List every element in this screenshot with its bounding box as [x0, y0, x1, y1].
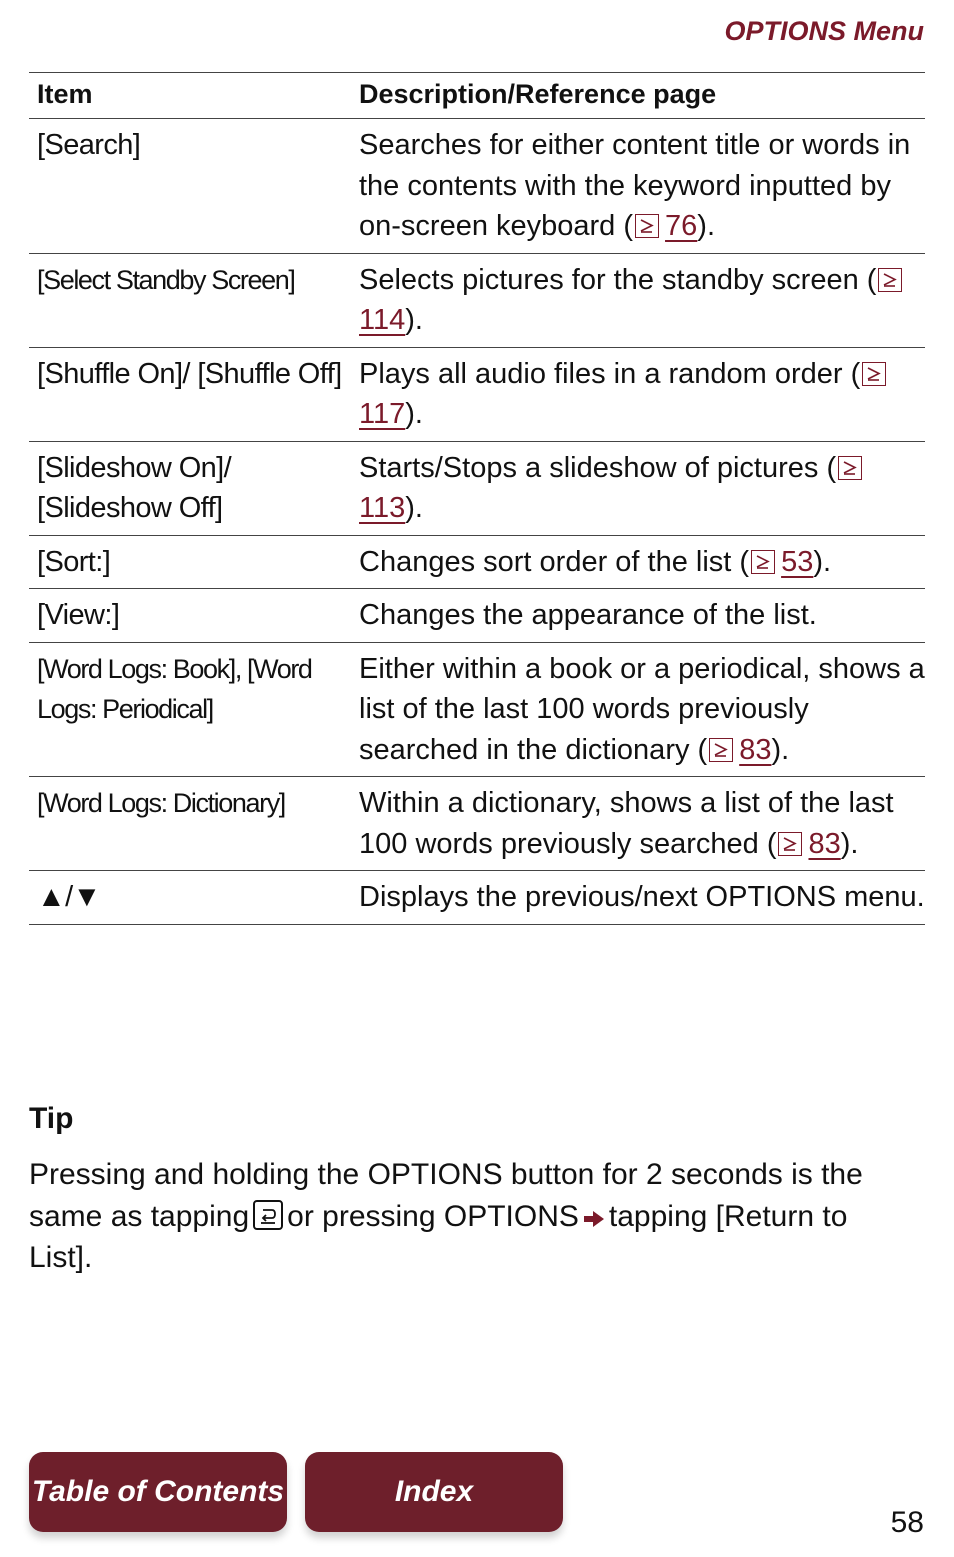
table-row: [29, 119, 925, 254]
description-text: Selects pictures for the standby screen (: [359, 263, 877, 296]
page-header-title: OPTIONS Menu: [724, 16, 924, 46]
row-description: [351, 777, 925, 871]
row-description: [351, 441, 925, 535]
tip-text-2: or pressing OPTIONS: [287, 1199, 579, 1233]
table-of-contents-button[interactable]: Table of Contents: [29, 1452, 287, 1532]
tip-heading: Tip: [29, 1102, 74, 1135]
reference-arrow-icon: [709, 738, 733, 762]
page-reference-link[interactable]: 53: [781, 545, 814, 578]
column-header-item: Item: [29, 73, 351, 119]
page-reference-link[interactable]: 113: [359, 492, 406, 524]
row-item: [Sort:]: [29, 535, 351, 589]
description-text: Plays all audio files in a random order (: [359, 357, 861, 390]
description-tail: ).: [840, 827, 859, 860]
description-tail: ).: [405, 492, 423, 524]
row-description: Changes the appearance of the list.: [351, 589, 925, 643]
table-row: [29, 441, 925, 535]
table-row: [29, 535, 925, 589]
page-reference-link[interactable]: 114: [359, 304, 406, 336]
reference-arrow-icon: [862, 362, 886, 386]
page-reference-link[interactable]: 83: [808, 827, 841, 860]
page-reference-link[interactable]: 83: [739, 733, 772, 766]
table-header-row: [29, 73, 925, 119]
row-description: [351, 535, 925, 589]
back-return-icon: [253, 1200, 283, 1230]
description-text: Within a dictionary, shows a list of the last 100 words previously searched (: [359, 787, 894, 860]
row-item: [Shuffle On]/ [Shuffle Off]: [29, 347, 351, 441]
reference-arrow-icon: [778, 832, 802, 856]
table-row: [29, 347, 925, 441]
row-description: [351, 253, 925, 347]
row-item: [View:]: [29, 589, 351, 643]
reference-arrow-icon: [751, 550, 775, 574]
tip-text-3: tapping [Return to List].: [29, 1199, 848, 1274]
row-item: [Word Logs: Book], [Word Logs: Periodical]: [29, 642, 351, 777]
row-item: [Search]: [29, 119, 351, 254]
reference-arrow-icon: [878, 268, 902, 292]
reference-arrow-icon: [838, 456, 862, 480]
row-item-up-down-arrows: ▲/▼: [29, 871, 351, 925]
table-row: [29, 589, 925, 643]
description-tail: ).: [697, 210, 716, 242]
table-row: [29, 642, 925, 777]
row-item: [Slideshow On]/ [Slideshow Off]: [29, 441, 351, 535]
page-reference-link[interactable]: 76: [665, 210, 698, 242]
row-description: [351, 642, 925, 777]
options-table: [29, 72, 925, 925]
description-tail: ).: [813, 545, 832, 578]
table-row: [29, 777, 925, 871]
page-reference-link[interactable]: 117: [359, 398, 406, 430]
reference-arrow-icon: [635, 214, 659, 238]
description-tail: ).: [771, 733, 790, 766]
description-tail: ).: [405, 398, 423, 430]
table-row: [29, 253, 925, 347]
description-text: Changes sort order of the list (: [359, 545, 750, 578]
column-header-description: Description/Reference page: [351, 73, 925, 119]
row-description: [351, 119, 925, 254]
tip-body: [29, 1154, 909, 1279]
row-description: Displays the previous/next OPTIONS menu.: [351, 871, 925, 925]
description-text: Either within a book or a periodical, shows a list of the last 100 words previously searched in the dictionary (: [359, 652, 925, 766]
right-arrow-icon: [583, 1199, 605, 1241]
index-button[interactable]: Index: [305, 1452, 563, 1532]
table-row: [29, 871, 925, 925]
description-text: Searches for either content title or words in the contents with the keyword inputted by on-screen keyboard (: [359, 129, 911, 242]
description-tail: ).: [405, 304, 423, 336]
tip-text-1: Pressing and holding the OPTIONS button for 2 seconds is the same as tapping: [29, 1158, 863, 1233]
page-number: 58: [890, 1506, 924, 1539]
description-text: Starts/Stops a slideshow of pictures (: [359, 451, 837, 484]
row-item: [Word Logs: Dictionary]: [29, 777, 351, 871]
row-item: [Select Standby Screen]: [29, 253, 351, 347]
row-description: [351, 347, 925, 441]
